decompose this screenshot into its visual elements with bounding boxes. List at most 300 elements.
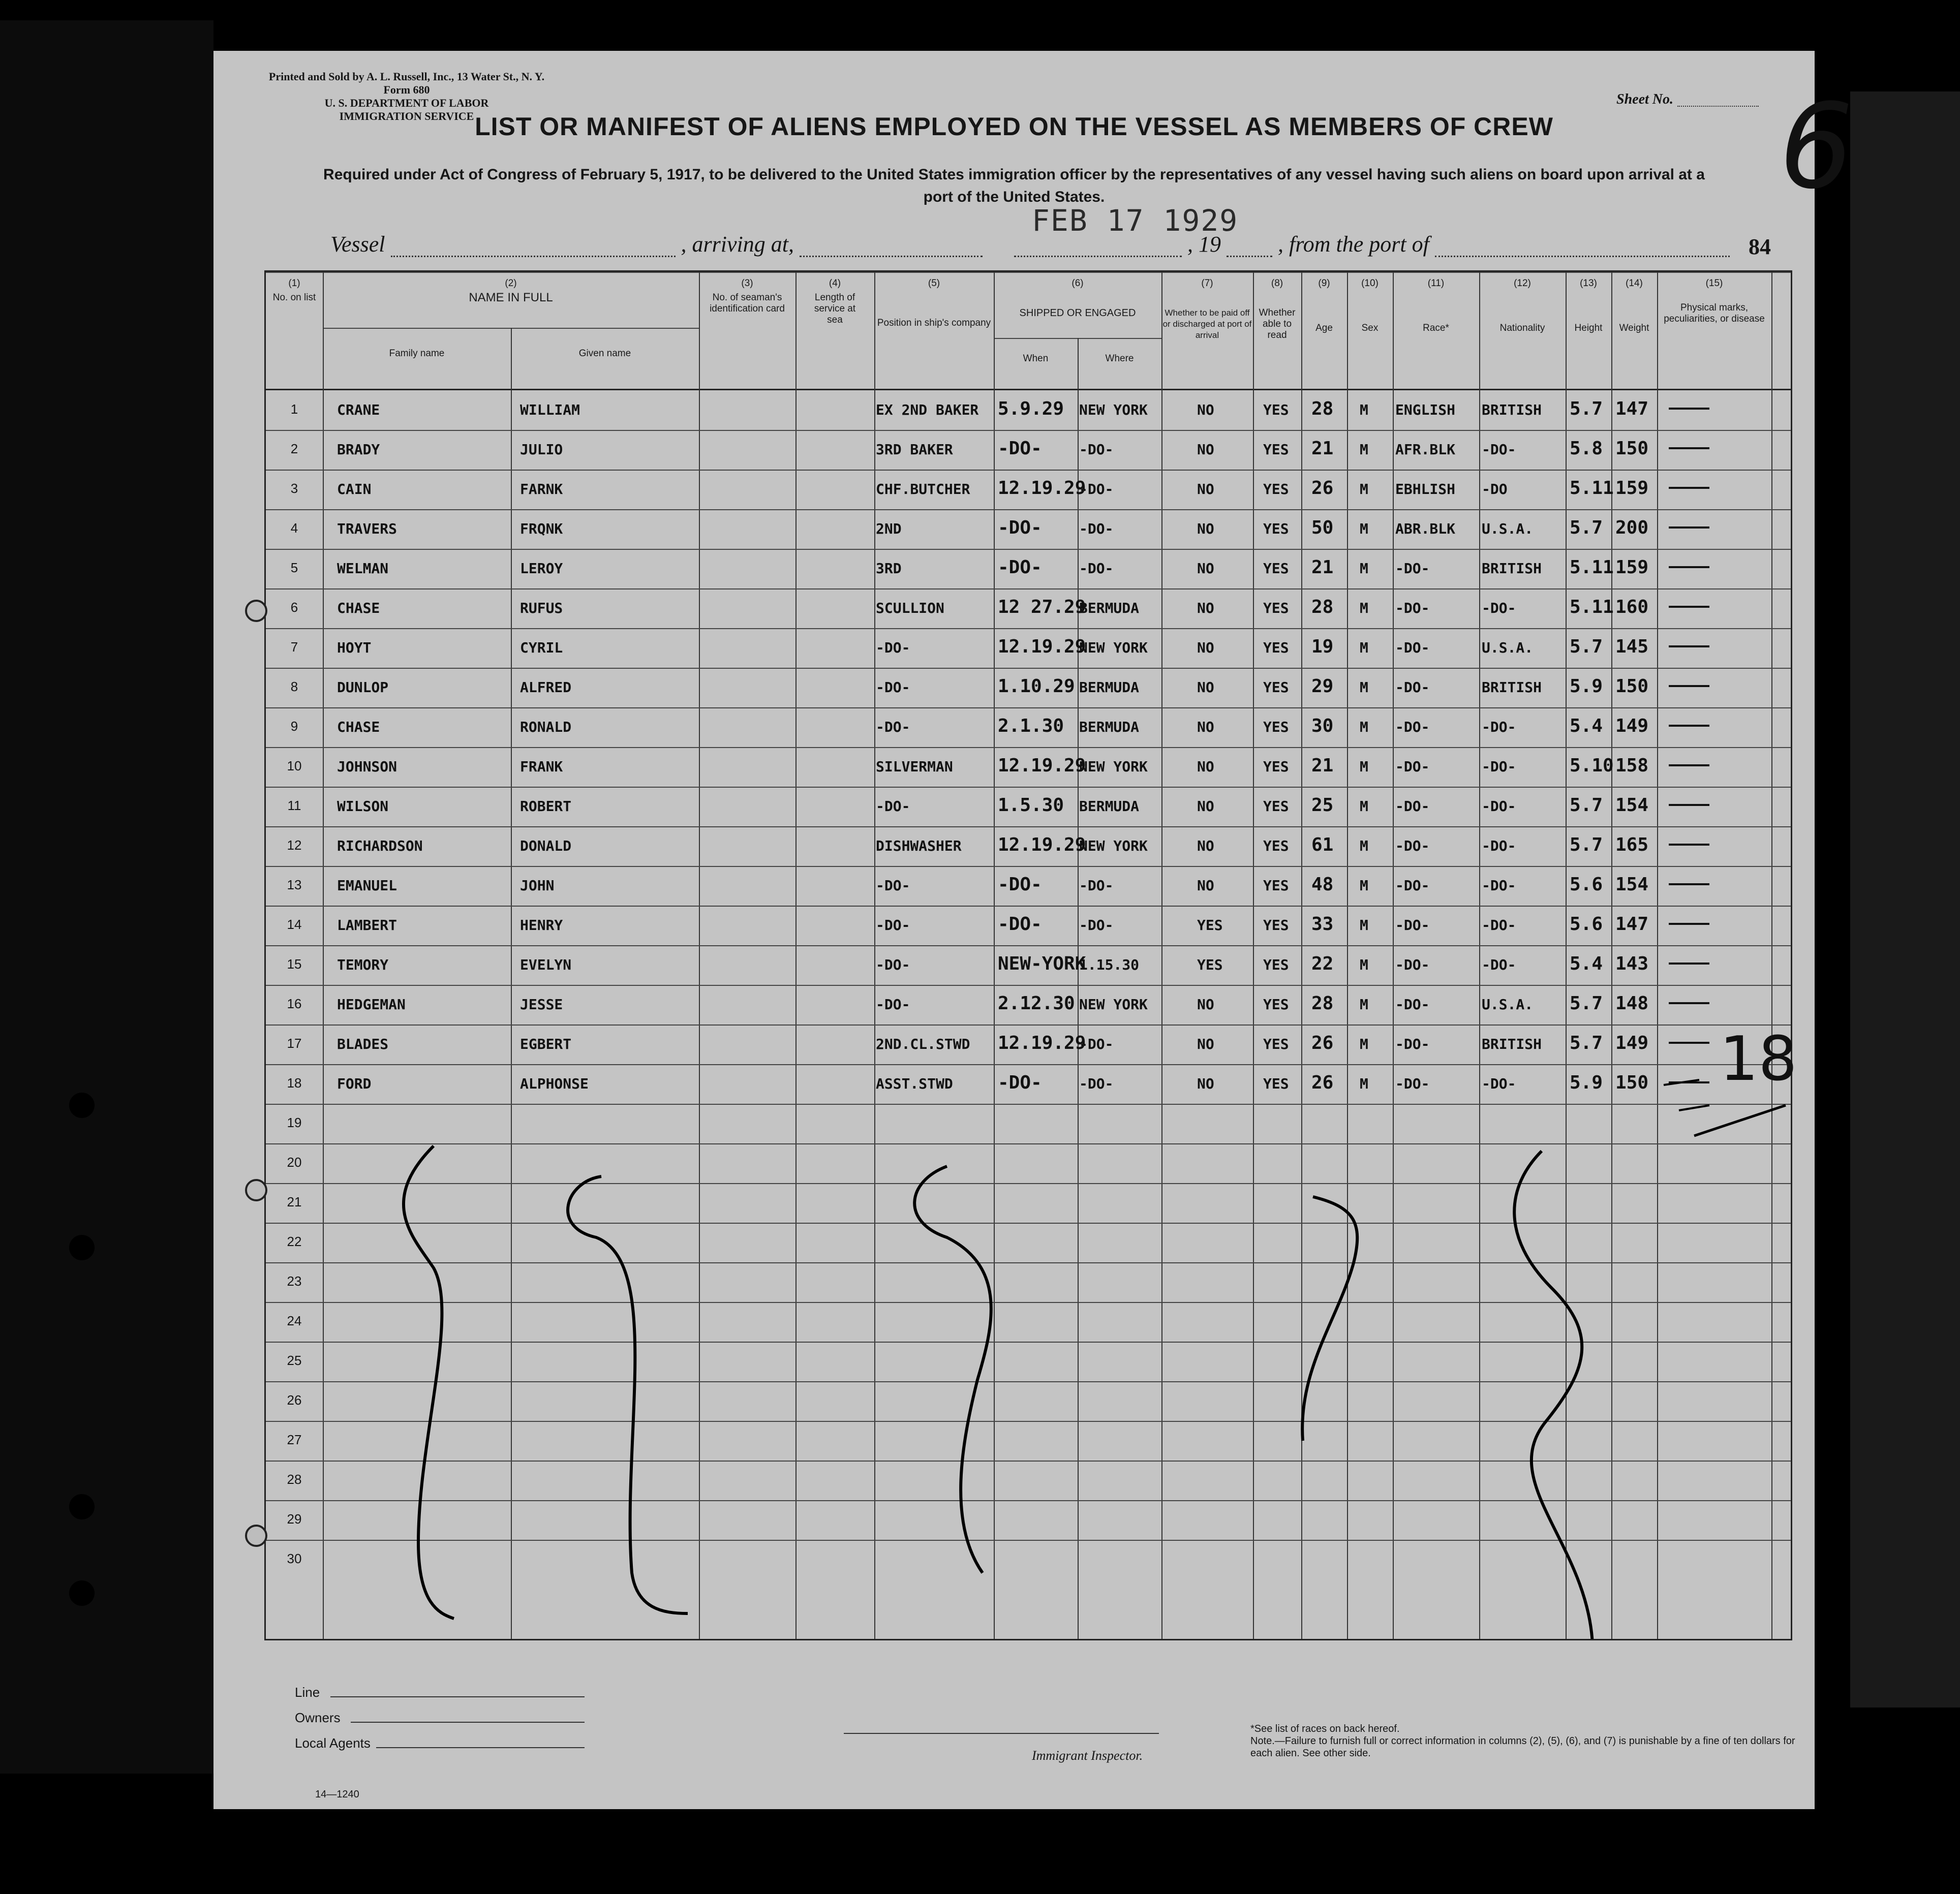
cell-race: ABR.BLK <box>1395 520 1456 537</box>
cell-shipped-where: NEW YORK <box>1079 996 1148 1013</box>
cell-weight: 150 <box>1615 1072 1649 1093</box>
cell-able-to-read: YES <box>1263 996 1289 1013</box>
cell-family-name: CHASE <box>337 600 380 616</box>
row-number: 25 <box>287 1353 302 1368</box>
cell-height: 5.9 <box>1570 1072 1603 1093</box>
cell-able-to-read: YES <box>1263 877 1289 894</box>
cell-family-name: CAIN <box>337 481 372 498</box>
inspector-label: Immigrant Inspector. <box>1032 1748 1143 1763</box>
cell-race: -DO- <box>1395 719 1430 735</box>
binder-hole <box>69 1093 95 1118</box>
department-name: U. S. DEPARTMENT OF LABOR <box>324 97 489 109</box>
cell-family-name: FORD <box>337 1075 372 1092</box>
cell-nationality: -DO <box>1482 481 1508 498</box>
page-title: LIST OR MANIFEST OF ALIENS EMPLOYED ON THE VESSEL AS MEMBERS OF CREW <box>475 112 1553 141</box>
cell-height: 5.9 <box>1570 676 1603 697</box>
cell-weight: 147 <box>1615 398 1649 419</box>
footnote-races: *See list of races on back hereof. <box>1250 1723 1400 1734</box>
cell-family-name: BRADY <box>337 441 380 458</box>
cell-nationality: -DO- <box>1482 956 1516 973</box>
handwritten-void-marks <box>266 272 1791 1639</box>
sheet-line <box>1677 106 1759 107</box>
footnote-penalty: Note.—Failure to furnish full or correct information in columns (2), (5), (6), and (7) is punishable by a fine of ten dollars for each alien. See other side. <box>1250 1735 1795 1759</box>
cell-nationality: -DO- <box>1482 1075 1516 1092</box>
punch-hole <box>245 1179 267 1201</box>
cell-sex: M <box>1360 679 1368 696</box>
cell-nationality: U.S.A. <box>1482 996 1534 1013</box>
punch-hole <box>245 600 267 622</box>
vessel-field <box>391 256 676 257</box>
cell-shipped-when: 12.19.29 <box>998 834 1086 855</box>
cell-height: 5.11 <box>1570 557 1614 578</box>
col6-header: SHIPPED OR ENGAGED <box>1019 307 1136 319</box>
cell-paid-off: NO <box>1197 441 1214 458</box>
col14-number: (14) <box>1626 278 1643 289</box>
cell-position: ASST.STWD <box>876 1075 953 1092</box>
cell-shipped-where: -DO- <box>1079 481 1114 498</box>
cell-race: -DO- <box>1395 679 1430 696</box>
cell-family-name: RICHARDSON <box>337 837 423 854</box>
cell-age: 26 <box>1311 1072 1334 1093</box>
cell-position: DISHWASHER <box>876 837 962 854</box>
cell-shipped-when: -DO- <box>998 438 1042 459</box>
cell-sex: M <box>1360 560 1368 577</box>
cell-age: 48 <box>1311 874 1334 895</box>
col5-number: (5) <box>928 278 940 289</box>
col3-number: (3) <box>741 278 753 289</box>
cell-family-name: WILSON <box>337 798 389 815</box>
cell-able-to-read: YES <box>1263 441 1289 458</box>
row-number: 2 <box>290 441 298 456</box>
cell-given-name: LEROY <box>520 560 563 577</box>
cell-given-name: HENRY <box>520 917 563 934</box>
cell-weight: 148 <box>1615 993 1649 1014</box>
cell-family-name: CHASE <box>337 719 380 735</box>
col8-number: (8) <box>1271 278 1283 289</box>
cell-position: -DO- <box>876 639 910 656</box>
cell-height: 5.6 <box>1570 874 1603 895</box>
cell-given-name: DONALD <box>520 837 572 854</box>
row-number: 17 <box>287 1036 302 1051</box>
cell-weight: 149 <box>1615 1033 1649 1053</box>
col2-number: (2) <box>505 278 517 289</box>
cell-sex: M <box>1360 1036 1368 1052</box>
vessel-row <box>330 231 1730 257</box>
cell-weight: 154 <box>1615 874 1649 895</box>
cell-nationality: BRITISH <box>1482 679 1542 696</box>
cell-sex: M <box>1360 798 1368 815</box>
cell-position: -DO- <box>876 917 910 934</box>
cell-shipped-when: -DO- <box>998 914 1042 935</box>
cell-weight: 154 <box>1615 795 1649 816</box>
total-count-mark: 18 <box>1720 1024 1797 1095</box>
cell-race: -DO- <box>1395 639 1430 656</box>
cell-given-name: CYRIL <box>520 639 563 656</box>
row-number: 3 <box>290 481 298 496</box>
cell-able-to-read: YES <box>1263 560 1289 577</box>
cell-height: 5.7 <box>1570 398 1603 419</box>
inspector-signature-line <box>844 1733 1159 1734</box>
row-number: 21 <box>287 1194 302 1209</box>
cell-paid-off: NO <box>1197 560 1214 577</box>
cell-shipped-where: NEW YORK <box>1079 837 1148 854</box>
row-number: 22 <box>287 1234 302 1249</box>
cell-able-to-read: YES <box>1263 401 1289 418</box>
cell-shipped-where: -DO- <box>1079 520 1114 537</box>
cell-nationality: -DO- <box>1482 719 1516 735</box>
cell-shipped-when: 2.12.30 <box>998 993 1075 1014</box>
cell-paid-off: NO <box>1197 996 1214 1013</box>
col13-header: Height <box>1574 323 1603 333</box>
cell-sex: M <box>1360 758 1368 775</box>
cell-age: 28 <box>1311 398 1334 419</box>
cell-height: 5.8 <box>1570 438 1603 459</box>
form-number-top: Form 680 <box>383 83 430 96</box>
row-number: 14 <box>287 917 302 932</box>
col6-where-header: Where <box>1105 353 1134 364</box>
cell-nationality: BRITISH <box>1482 560 1542 577</box>
cell-race: -DO- <box>1395 798 1430 815</box>
cell-paid-off: NO <box>1197 798 1214 815</box>
col6-when-header: When <box>1023 353 1049 364</box>
row-number: 11 <box>287 798 301 813</box>
col11-number: (11) <box>1427 278 1445 289</box>
cell-position: -DO- <box>876 877 910 894</box>
cell-shipped-where: NEW YORK <box>1079 401 1148 418</box>
binder-hole <box>69 1580 95 1606</box>
cell-shipped-when: 12.19.29 <box>998 478 1086 499</box>
row-number: 4 <box>290 520 298 536</box>
agents-field <box>376 1747 585 1748</box>
cell-height: 5.7 <box>1570 795 1603 816</box>
col15-header: Physical marks, peculiarities, or disease <box>1664 302 1765 324</box>
cell-paid-off: NO <box>1197 837 1214 854</box>
cell-nationality: -DO- <box>1482 441 1516 458</box>
arriving-label: , arriving at, <box>681 232 794 257</box>
row-number: 30 <box>287 1551 302 1566</box>
binder-right-edge <box>1850 91 1960 1707</box>
cell-race: -DO- <box>1395 996 1430 1013</box>
cell-paid-off: NO <box>1197 600 1214 616</box>
cell-able-to-read: YES <box>1263 639 1289 656</box>
row-number: 6 <box>290 600 298 615</box>
cell-height: 5.10 <box>1570 755 1614 776</box>
col1-header: No. on list <box>272 292 316 303</box>
row-number: 28 <box>287 1472 302 1487</box>
cell-family-name: BLADES <box>337 1036 389 1052</box>
cell-paid-off: NO <box>1197 877 1214 894</box>
cell-family-name: CRANE <box>337 401 380 418</box>
cell-shipped-where: -DO- <box>1079 1075 1114 1092</box>
cell-age: 50 <box>1311 517 1334 538</box>
cell-family-name: WELMAN <box>337 560 389 577</box>
cell-height: 5.6 <box>1570 914 1603 935</box>
cell-shipped-where: NEW YORK <box>1079 758 1148 775</box>
cell-family-name: DUNLOP <box>337 679 389 696</box>
cell-given-name: JESSE <box>520 996 563 1013</box>
col12-header: Nationality <box>1499 323 1545 333</box>
cell-height: 5.4 <box>1570 953 1603 974</box>
cell-given-name: ALPHONSE <box>520 1075 589 1092</box>
col3-header: No. of seaman's identification card <box>710 292 785 314</box>
cell-able-to-read: YES <box>1263 837 1289 854</box>
cell-paid-off: NO <box>1197 520 1214 537</box>
cell-nationality: BRITISH <box>1482 401 1542 418</box>
col7-header: Whether to be paid off or discharged at port of arrival <box>1162 308 1252 340</box>
cell-sex: M <box>1360 917 1368 934</box>
cell-able-to-read: YES <box>1263 758 1289 775</box>
cell-given-name: RUFUS <box>520 600 563 616</box>
cell-shipped-when: 5.9.29 <box>998 398 1064 419</box>
cell-shipped-when: -DO- <box>998 557 1042 578</box>
col9-number: (9) <box>1318 278 1330 289</box>
cell-paid-off: NO <box>1197 719 1214 735</box>
cell-able-to-read: YES <box>1263 917 1289 934</box>
stamp-number: 84 <box>1749 234 1771 259</box>
cell-weight: 158 <box>1615 755 1649 776</box>
col15-number: (15) <box>1705 278 1723 289</box>
owners-field <box>351 1722 585 1723</box>
cell-given-name: FRQNK <box>520 520 563 537</box>
cell-given-name: EVELYN <box>520 956 572 973</box>
cell-sex: M <box>1360 441 1368 458</box>
cell-weight: 145 <box>1615 636 1649 657</box>
cell-able-to-read: YES <box>1263 481 1289 498</box>
cell-weight: 149 <box>1615 716 1649 736</box>
cell-race: -DO- <box>1395 560 1430 577</box>
cell-family-name: TRAVERS <box>337 520 397 537</box>
row-number: 8 <box>290 679 298 694</box>
cell-age: 28 <box>1311 993 1334 1014</box>
row-number: 7 <box>290 639 298 655</box>
cell-race: EBHLISH <box>1395 481 1456 498</box>
cell-shipped-when: 2.1.30 <box>998 716 1064 736</box>
cell-race: AFR.BLK <box>1395 441 1456 458</box>
cell-paid-off: NO <box>1197 481 1214 498</box>
cell-position: EX 2ND BAKER <box>876 401 979 418</box>
cell-race: ENGLISH <box>1395 401 1456 418</box>
cell-nationality: U.S.A. <box>1482 520 1534 537</box>
cell-nationality: U.S.A. <box>1482 639 1534 656</box>
cell-given-name: JULIO <box>520 441 563 458</box>
cell-shipped-when: 12.19.29 <box>998 755 1086 776</box>
printer-line: Printed and Sold by A. L. Russell, Inc., 13 Water St., N. Y. <box>268 70 545 83</box>
cell-race: -DO- <box>1395 758 1430 775</box>
cell-age: 28 <box>1311 597 1334 617</box>
crew-table <box>264 270 1797 1640</box>
cell-sex: M <box>1360 520 1368 537</box>
cell-sex: M <box>1360 996 1368 1013</box>
cell-age: 22 <box>1311 953 1334 974</box>
col5-header: Position in ship's company <box>877 318 991 328</box>
row-number: 15 <box>287 956 302 972</box>
cell-nationality: -DO- <box>1482 798 1516 815</box>
col12-number: (12) <box>1514 278 1531 289</box>
col4-header: Length of service at sea <box>814 292 856 325</box>
cell-weight: 159 <box>1615 557 1649 578</box>
col10-number: (10) <box>1361 278 1379 289</box>
cell-race: -DO- <box>1395 1075 1430 1092</box>
cell-age: 29 <box>1311 676 1334 697</box>
row-number: 29 <box>287 1511 302 1527</box>
cell-given-name: RONALD <box>520 719 572 735</box>
row-number: 24 <box>287 1313 302 1328</box>
cell-sex: M <box>1360 956 1368 973</box>
cell-age: 61 <box>1311 834 1334 855</box>
line-field <box>330 1696 585 1697</box>
cell-shipped-where: 1.15.30 <box>1079 956 1140 973</box>
cell-age: 19 <box>1311 636 1334 657</box>
col2-header: NAME IN FULL <box>469 291 553 304</box>
cell-height: 5.7 <box>1570 834 1603 855</box>
cell-family-name: HOYT <box>337 639 372 656</box>
cell-nationality: -DO- <box>1482 600 1516 616</box>
cell-age: 21 <box>1311 438 1334 459</box>
port-field <box>1435 256 1730 257</box>
cell-given-name: FRANK <box>520 758 563 775</box>
owners-label: Owners <box>295 1710 341 1725</box>
cell-position: -DO- <box>876 996 910 1013</box>
cell-position: CHF.BUTCHER <box>876 481 970 498</box>
cell-shipped-where: BERMUDA <box>1079 679 1140 696</box>
cell-paid-off: YES <box>1197 917 1223 934</box>
punch-hole <box>245 1525 267 1547</box>
row-number: 12 <box>287 837 302 853</box>
col1-number: (1) <box>288 278 300 289</box>
cell-given-name: FARNK <box>520 481 563 498</box>
sheet-label: Sheet No. <box>1616 91 1673 107</box>
cell-race: -DO- <box>1395 600 1430 616</box>
cell-position: SCULLION <box>876 600 944 616</box>
cell-sex: M <box>1360 481 1368 498</box>
from-port-label: , from the port of <box>1277 232 1429 257</box>
cell-given-name: ALFRED <box>520 679 572 696</box>
cell-family-name: JOHNSON <box>337 758 397 775</box>
cell-position: 2ND.CL.STWD <box>876 1036 970 1052</box>
row-number: 1 <box>290 401 298 417</box>
cell-paid-off: NO <box>1197 758 1214 775</box>
col4-number: (4) <box>829 278 841 289</box>
cell-able-to-read: YES <box>1263 679 1289 696</box>
cell-weight: 159 <box>1615 478 1649 499</box>
cell-shipped-when: 1.5.30 <box>998 795 1064 816</box>
date-field <box>1014 256 1182 257</box>
binder-hole <box>69 1235 95 1260</box>
cell-position: -DO- <box>876 679 910 696</box>
cell-given-name: JOHN <box>520 877 555 894</box>
cell-position: -DO- <box>876 719 910 735</box>
vessel-label: Vessel <box>330 232 385 257</box>
sheet-number: 6 <box>1779 79 1854 215</box>
cell-shipped-when: -DO- <box>998 1072 1042 1093</box>
row-number: 13 <box>287 877 302 892</box>
cell-sex: M <box>1360 837 1368 854</box>
cell-shipped-where: -DO- <box>1079 917 1114 934</box>
cell-nationality: -DO- <box>1482 917 1516 934</box>
binder-tab-strip <box>0 20 213 1774</box>
cell-paid-off: NO <box>1197 401 1214 418</box>
cell-weight: 150 <box>1615 438 1649 459</box>
cell-sex: M <box>1360 600 1368 616</box>
cell-able-to-read: YES <box>1263 520 1289 537</box>
cell-age: 21 <box>1311 755 1334 776</box>
cell-family-name: EMANUEL <box>337 877 397 894</box>
cell-race: -DO- <box>1395 917 1430 934</box>
cell-given-name: EGBERT <box>520 1036 572 1052</box>
col2-given-header: Given name <box>578 348 631 359</box>
cell-nationality: BRITISH <box>1482 1036 1542 1052</box>
cell-paid-off: YES <box>1197 956 1223 973</box>
cell-age: 30 <box>1311 716 1334 736</box>
cell-shipped-where: BERMUDA <box>1079 600 1140 616</box>
cell-weight: 160 <box>1615 597 1649 617</box>
cell-shipped-where: -DO- <box>1079 560 1114 577</box>
cell-able-to-read: YES <box>1263 1075 1289 1092</box>
cell-weight: 147 <box>1615 914 1649 935</box>
cell-age: 33 <box>1311 914 1334 935</box>
cell-able-to-read: YES <box>1263 600 1289 616</box>
cell-nationality: -DO- <box>1482 837 1516 854</box>
row-number: 18 <box>287 1075 302 1091</box>
form-number-bottom: 14—1240 <box>315 1789 359 1800</box>
cell-shipped-where: -DO- <box>1079 1036 1114 1052</box>
footnote <box>1250 1723 1810 1759</box>
cell-shipped-when: 1.10.29 <box>998 676 1075 697</box>
year-field <box>1227 256 1272 257</box>
cell-able-to-read: YES <box>1263 719 1289 735</box>
cell-shipped-where: BERMUDA <box>1079 719 1140 735</box>
cell-given-name: ROBERT <box>520 798 572 815</box>
col7-number: (7) <box>1201 278 1213 289</box>
cell-weight: 165 <box>1615 834 1649 855</box>
cell-position: -DO- <box>876 798 910 815</box>
col13-number: (13) <box>1580 278 1597 289</box>
cell-height: 5.7 <box>1570 517 1603 538</box>
cell-age: 26 <box>1311 478 1334 499</box>
row-number: 23 <box>287 1274 302 1289</box>
cell-nationality: -DO- <box>1482 758 1516 775</box>
cell-nationality: -DO- <box>1482 877 1516 894</box>
col8-header: Whether able to read <box>1259 307 1296 340</box>
cell-sex: M <box>1360 401 1368 418</box>
cell-paid-off: NO <box>1197 639 1214 656</box>
arriving-field <box>800 256 983 257</box>
cell-able-to-read: YES <box>1263 798 1289 815</box>
row-number: 10 <box>287 758 302 773</box>
cell-position: -DO- <box>876 956 910 973</box>
row-number: 9 <box>290 719 298 734</box>
line-label: Line <box>295 1685 320 1700</box>
cell-shipped-when: NEW-YORK <box>998 953 1086 974</box>
binder-hole <box>69 1494 95 1519</box>
cell-paid-off: NO <box>1197 1075 1214 1092</box>
row-number: 20 <box>287 1155 302 1170</box>
cell-height: 5.4 <box>1570 716 1603 736</box>
cell-shipped-where: -DO- <box>1079 877 1114 894</box>
cell-shipped-when: 12.19.29 <box>998 636 1086 657</box>
cell-shipped-where: NEW YORK <box>1079 639 1148 656</box>
row-number: 26 <box>287 1392 302 1408</box>
col2-family-header: Family name <box>389 348 445 359</box>
cell-age: 25 <box>1311 795 1334 816</box>
cell-weight: 143 <box>1615 953 1649 974</box>
date-stamp: FEB 17 1929 <box>1032 203 1239 238</box>
cell-race: -DO- <box>1395 837 1430 854</box>
cell-position: 2ND <box>876 520 902 537</box>
cell-height: 5.7 <box>1570 636 1603 657</box>
cell-shipped-when: -DO- <box>998 874 1042 895</box>
col11-header: Race* <box>1423 323 1449 333</box>
